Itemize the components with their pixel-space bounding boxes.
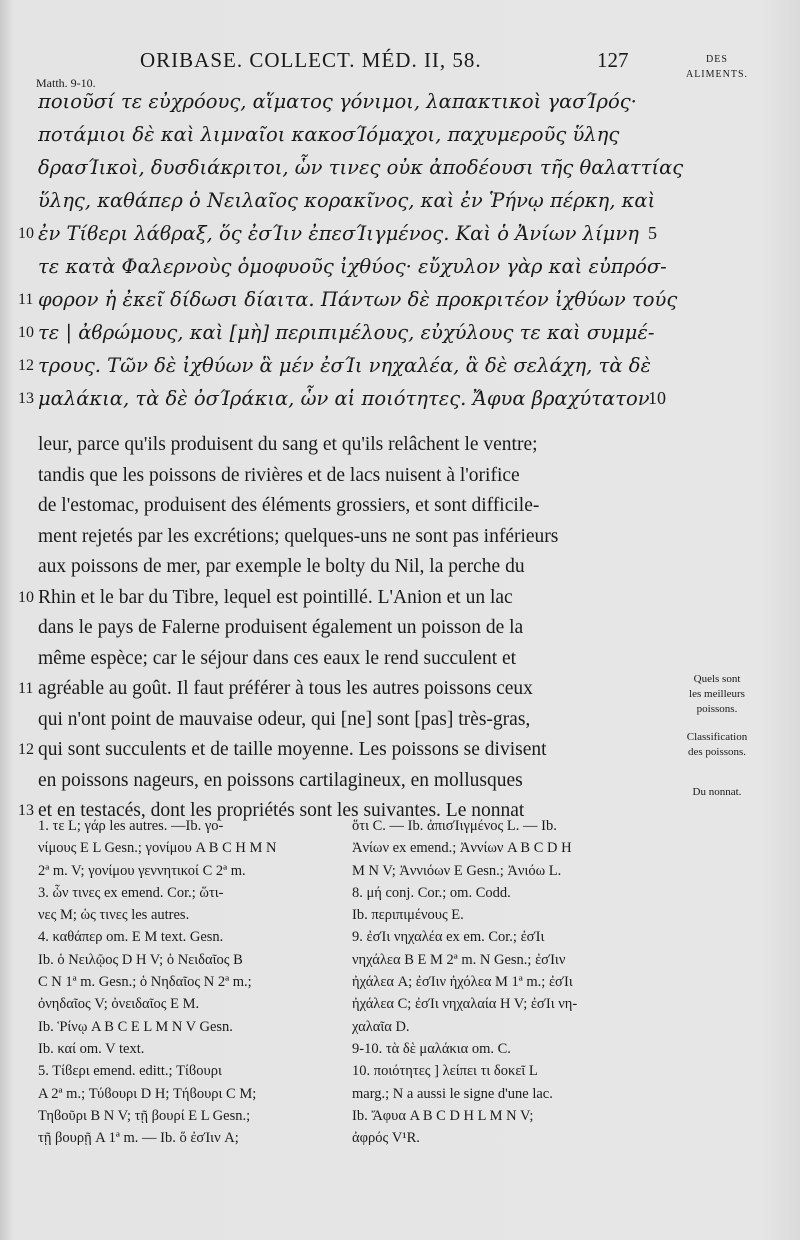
greek-line <box>0 382 800 415</box>
apparatus-line: C N 1ª m. Gesn.; ὁ Νηδαῖος N 2ª m.; <box>38 974 252 991</box>
french-line <box>0 583 800 614</box>
apparatus-left-column <box>38 815 330 1149</box>
french-line-text: en poissons nageurs, en poissons cartilagineux, en mollusques <box>38 769 523 791</box>
apparatus-line: 3. ὧν τινες ex emend. Cor.; ὥτι- <box>38 884 224 901</box>
apparatus-line: 8. μή conj. Cor.; om. Codd. <box>352 884 511 901</box>
line-number: 13 <box>18 802 34 819</box>
apparatus-line: Τηϐοῦρι B N V; τῇ βουρί E L Gesn.; <box>38 1107 251 1124</box>
apparatus-line: Ib. Ῥίνῳ A B C E L M N V Gesn. <box>38 1018 233 1035</box>
apparatus-line: ἠχάλεα A; ἐσΊιν ἠχόλεα M 1ª m.; ἐσΊι <box>352 974 573 991</box>
apparatus-line: A 2ª m.; Τύϐουρι D H; Τήϐουρι C M; <box>38 1085 257 1102</box>
french-line-text: ment rejetés par les excrétions; quelques-uns ne sont pas inférieurs <box>38 525 559 547</box>
greek-line <box>0 316 800 349</box>
french-line-text: Rhin et le bar du Tibre, lequel est pointillé. L'Anion et un lac <box>38 586 513 608</box>
apparatus-line: 9-10. τὰ δὲ μαλάκια om. C. <box>352 1040 511 1057</box>
greek-line <box>0 217 800 250</box>
greek-line-text: ποιοῦσί τε εὐχρόους, αἵματος γόνιμοι, λαπακτικοὶ γασΊρός· <box>38 90 637 113</box>
apparatus-line: ὅτι C. — Ib. ἀπισΊιγμένος L. — Ib. <box>352 818 557 834</box>
greek-line-text: ὕλης, καθάπερ ὁ Νειλαῖος κορακῖνος, καὶ ἐν Ῥήνῳ πέρκη, καὶ <box>38 189 656 212</box>
apparatus-line: marg.; N a aussi le signe d'une lac. <box>352 1085 553 1102</box>
greek-text <box>0 85 800 415</box>
line-number: 13 <box>18 390 34 407</box>
page-number: 127 <box>597 48 629 72</box>
greek-line-text: ποτάμιοι δὲ καὶ λιμναῖοι κακοσΊόμαχοι, παχυμεροῦς ὕλης <box>38 123 620 146</box>
apparatus-line: νηχάλεα B E M 2ª m. N Gesn.; ἐσΊιν <box>352 951 566 968</box>
greek-line-text: δρασΊικοὶ, δυσδιάκριτοι, ὧν τινες οὐκ ἀποδέουσι τῆς θαλαττίας <box>38 156 684 179</box>
verse-number: 10 <box>648 388 666 408</box>
margin-note-line: Quels sont <box>693 673 741 685</box>
greek-line <box>0 283 800 316</box>
apparatus-line: 10. ποιότητες ] λείπει τι δοκεῖ L <box>352 1063 538 1080</box>
french-line-text: aux poissons de mer, par exemple le bolty du Nil, la perche du <box>38 556 525 577</box>
running-title: ORIBASE. COLLECT. MÉD. II, 58. <box>140 48 482 72</box>
apparatus-line: 4. καθάπερ om. E M text. Gesn. <box>38 929 224 946</box>
apparatus-line: νες M; ὡς τινες les autres. <box>38 907 190 924</box>
greek-line-text: φορον ἡ ἐκεῖ δίδωσι δίαιτα. Πάντων δὲ προκριτέον ἰχθύων τούς <box>38 288 678 311</box>
greek-line <box>0 118 800 151</box>
french-line-text: agréable au goût. Il faut préférer à tous les autres poissons ceux <box>38 678 533 699</box>
greek-line <box>0 151 800 184</box>
apparatus-line: Ib. περιπιμένους E. <box>352 907 464 924</box>
french-line-text: leur, parce qu'ils produisent du sang et qu'ils relâchent le ventre; <box>38 434 538 455</box>
greek-line-text: τρους. Τῶν δὲ ἰχθύων ἃ μέν ἐσΊι νηχαλέα, ἃ δὲ σελάχη, τὰ δὲ <box>38 354 651 377</box>
french-line-text: même espèce; car le séjour dans ces eaux le rend succulent et <box>38 647 517 669</box>
line-number: 10 <box>18 588 34 606</box>
french-line-text: qui sont succulents et de taille moyenne. Les poissons se divisent <box>38 739 547 760</box>
french-translation <box>0 430 800 827</box>
apparatus-line: Ib. ὁ Νειλῷος D H V; ὁ Νειδαῖος B <box>38 951 243 968</box>
french-line <box>0 491 800 522</box>
french-line <box>0 430 800 461</box>
side-heading-line-1: DES <box>706 54 728 65</box>
french-line <box>0 552 800 583</box>
apparatus-line: 1. τε L; γάρ les autres. —Ib. γο- <box>38 818 224 834</box>
apparatus-line: 5. Τίϐερι emend. editt.; Τίϐουρι <box>38 1063 222 1080</box>
margin-note-line: les meilleurs <box>689 688 745 700</box>
margin-note-line: des poissons. <box>687 746 747 758</box>
line-number: 10 <box>18 324 34 341</box>
french-line <box>0 522 800 553</box>
source-reference: Matth. 9-10. <box>36 76 96 90</box>
apparatus-line: ἀφρός V¹R. <box>352 1130 420 1147</box>
apparatus-right-column <box>352 815 644 1149</box>
verse-number: 5 <box>648 223 657 243</box>
line-number: 12 <box>18 741 34 758</box>
greek-line-text: τε | ἀϐρώμους, καὶ [μὴ] περιπιμέλους, εὐχύλους τε καὶ συμμέ- <box>38 321 655 344</box>
greek-line <box>0 250 800 283</box>
french-line-text: dans le pays de Falerne produisent également un poisson de la <box>38 617 524 638</box>
margin-note-nonnat: Du nonnat. <box>692 786 742 798</box>
apparatus-line: Ib. Ἄφυα A B C D H L M N V; <box>352 1107 534 1124</box>
apparatus-line: χαλαῖα D. <box>352 1018 410 1035</box>
apparatus-line: νίμους E L Gesn.; γονίμου A B C H M N <box>38 840 277 857</box>
side-heading <box>672 52 762 82</box>
greek-line-text: ἐν Τίϐερι λάϐραξ, ὅς ἐσΊιν ἐπεσΊιγμένος. Καὶ ὁ Ἀνίων λίμνη <box>38 222 639 245</box>
french-line-text: de l'estomac, produisent des éléments grossiers, et sont difficile- <box>38 495 540 516</box>
margin-note-line: Classification <box>686 731 748 743</box>
line-number: 11 <box>18 291 34 308</box>
french-line-text: tandis que les poissons de rivières et de lacs nuisent à l'orifice <box>38 464 520 486</box>
apparatus-line: ἠχάλεα C; ἐσΊι νηχαλαία H V; ἐσΊι νη- <box>352 996 578 1013</box>
apparatus-line: ὀνηδαῖος V; ὀνειδαῖος E M. <box>38 996 200 1013</box>
apparatus-line: τῇ βουρῇ A 1ª m. — Ib. ὅ ἐσΊιν A; <box>38 1130 239 1147</box>
greek-line <box>0 184 800 217</box>
apparatus-line: 9. ἐσΊι νηχαλέα ex em. Cor.; ἐσΊι <box>352 929 545 946</box>
line-number: 11 <box>18 680 34 697</box>
greek-line-text: τε κατὰ Φαλερνοὺς ὁμοφυοῦς ἰχθύος· εὔχυλον γὰρ καὶ εὐπρόσ- <box>38 255 667 278</box>
margin-note-best-fish <box>667 672 767 717</box>
margin-note-line: poissons. <box>696 703 738 715</box>
line-number: 12 <box>18 357 34 374</box>
greek-line <box>0 349 800 382</box>
apparatus-line: Ἀνίων ex emend.; Ἀννίων A B C D H <box>352 840 572 857</box>
margin-note-classification <box>667 730 767 760</box>
greek-line-text: μαλάκια, τὰ δὲ ὀσΊράκια, ὧν αἱ ποιότητες. Ἄφυα βραχύτατον <box>38 387 650 410</box>
greek-line <box>0 85 800 118</box>
side-heading-line-2: ALIMENTS. <box>685 69 749 80</box>
french-line-text: et en testacés, dont les propriétés sont les suivantes. Le nonnat <box>38 800 525 821</box>
french-line <box>0 644 800 675</box>
apparatus-line: Ib. καί om. V text. <box>38 1040 145 1057</box>
line-number: 10 <box>18 225 34 242</box>
french-line <box>0 461 800 492</box>
apparatus-line: 2ª m. V; γονίμου γεννητικοί C 2ª m. <box>38 862 246 879</box>
apparatus-line: M N V; Ἀννιόων E Gesn.; Ἀνιόω L. <box>352 862 562 879</box>
french-line-text: qui n'ont point de mauvaise odeur, qui [ne] sont [pas] très-gras, <box>38 708 531 730</box>
french-line <box>0 613 800 644</box>
